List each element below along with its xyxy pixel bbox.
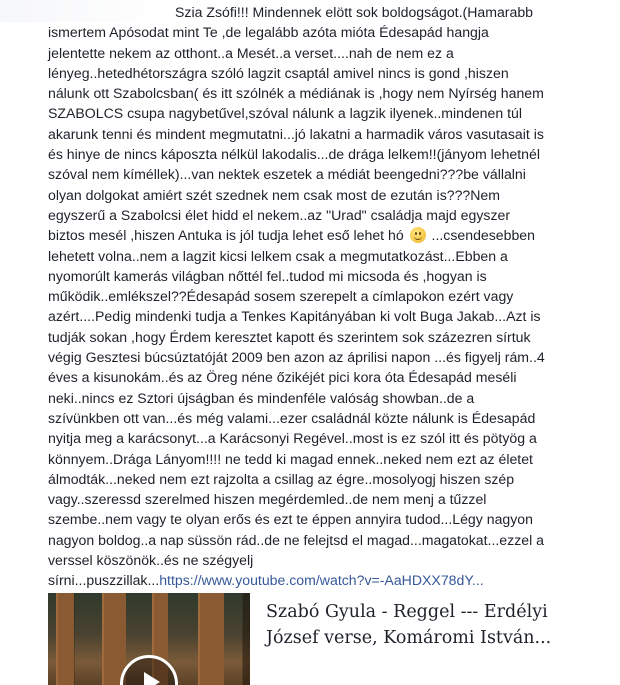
text-line: nálunk ott Szabolcsban( és itt szólnék a médiának is ,hogy nem Nyírség hanem [48, 85, 544, 102]
link-card-title-line: Szabó Gyula - Reggel --- Erdélyi [266, 602, 548, 622]
link-card-title-line: József verse, Komáromi István... [266, 628, 552, 648]
text-line: nagyon boldog..a nap süssön rád..de ne felejtsd el magad...magatokat...ezzel a [48, 531, 544, 548]
text-line-with-emoji [48, 225, 596, 245]
comment-text [48, 2, 596, 591]
text-line: olyan dolgokat amiért szét szednek nem csak most de ezután is???Nem [48, 186, 501, 203]
link-card-title[interactable] [266, 599, 596, 651]
text-segment: ...csendesebben [431, 227, 535, 244]
text-line: neki..nincs ez Sztori újságban és mindenféle valóság showban..de a [48, 389, 475, 406]
text-segment: biztos mesél ,hiszen Antuka is jól tudja lehet eső lehet hó [48, 227, 404, 244]
text-line: működik..emlékszel??Édesapád sosem szerepelt a címlapokon ezért vagy [48, 288, 514, 305]
text-segment: sírni...puszzillak... [48, 572, 160, 589]
text-line: verssel köszönök..és ne szégyelj [48, 552, 254, 569]
text-line: nyitja meg a karácsonyt...a Karácsonyi Regével..most is ez szól itt és pötyög a [48, 430, 537, 447]
text-line: éves a kisunokám..és az Öreg néne őzikéjét pici kora óta Édesapád meséli [48, 369, 517, 386]
text-line-with-link [48, 570, 596, 590]
text-line: azért....Pedig mindenki tudja a Tenkes Kapitányában ki volt Buga Jakab...Azt is [48, 308, 541, 325]
text-line: szóval nem kíméllek)...van nektek eszetek a médiát beengedni???be vállalni [48, 166, 526, 183]
link-preview-card[interactable] [48, 593, 600, 685]
text-line: Szia Zsófi!!! Mindennek elött sok boldogságot.(Hamarabb [175, 4, 534, 20]
text-line: lehetett volna..nem a lagzit kicsi lelkem csak a megmutatkozást...Ebben a [48, 247, 508, 264]
text-line: ismertem Apósodat mint Te ,de legalább azóta mióta Édesapád hangja [48, 24, 489, 41]
text-line: álmodták...neked nem ezt rajzolta a csillag az égre..mosolyogj hiszen szép [48, 470, 515, 487]
text-line: SZABOLCS csupa nagybetűvel,szóval nálunk a lagzik ilyenek..mindenen túl [48, 105, 522, 122]
video-thumbnail[interactable] [48, 593, 250, 685]
text-line: végig Gesztesi búcsúztatóját 2009 ben azon az áprilisi napon ...és figyelj rám..4 [48, 349, 545, 366]
text-line: nyomorúlt kamerás világban nőttél fel..tudod mi micsoda és ,hogyan is [48, 267, 487, 284]
text-line: vagy..szeressd szerelmed hiszen megérdemled..de nem menj a tűzzel [48, 491, 487, 508]
text-line: egyszerű a Szabolcsi élet hidd el nekem..az "Urad" családja majd egyszer [48, 206, 511, 223]
text-line: lényeg..hetedhétországra szóló lagzit csaptál amivel nincs is gond ,hiszen [48, 64, 509, 81]
text-line: szembe..nem vagy te olyan erős és ezt te éppen annyira tudod...Légy nagyon [48, 511, 533, 528]
text-line: jelentette nekem az otthont..a Mesét..a verset....nah de nem ez a [48, 44, 454, 61]
youtube-link[interactable]: https://www.youtube.com/watch?v=-AaHDXX78dY... [159, 572, 484, 589]
smiley-emoji-icon [410, 227, 426, 243]
text-line: és hinye de nincs káposzta nélkül lakodalis...de drága lelkem!!(jányom lehetnél [48, 146, 540, 163]
text-line: szívünkben ott van...és még valami...ezer családnál közte nálunk is Édesapád [48, 409, 536, 426]
text-line: tudják sokan ,hogy Érdem keresztet kapott és szerintem sok százezren sírtuk [48, 328, 531, 345]
play-icon[interactable] [120, 655, 178, 685]
text-line: könnyem..Drága Lányom!!!! ne tedd ki magad ennek..neked nem ezt az életet [48, 450, 533, 467]
text-line: akarunk tenni és mindent megmutatni...jó lakatni a harmadik város vasutasait is [48, 125, 544, 142]
